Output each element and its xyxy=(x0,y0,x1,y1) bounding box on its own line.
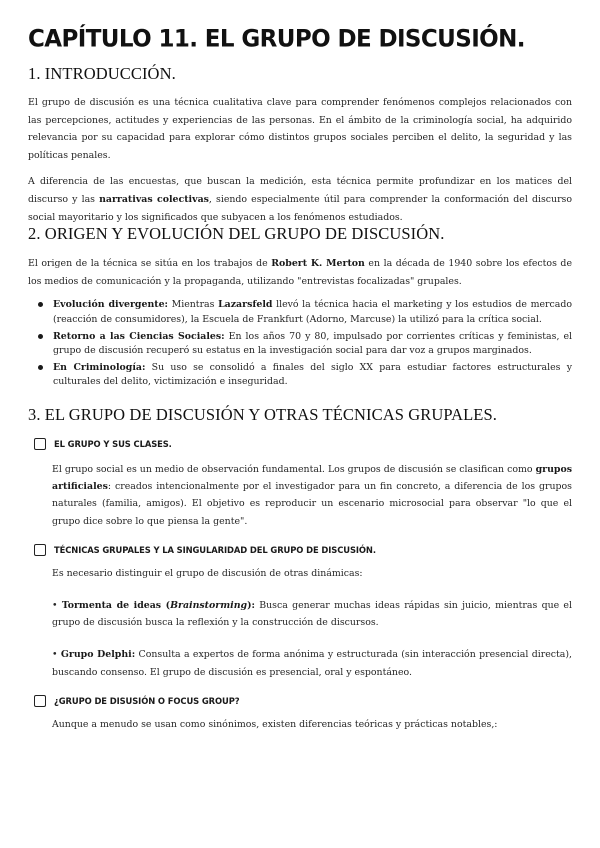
subsection-group-classes xyxy=(28,438,572,450)
intro-paragraph-1: El grupo de discusión es una técnica cualitativa clave para comprender fenómenos complejos relacionados con las percepciones, actitudes y experiencias de las personas. En el ámbito de la criminología social, ha adquirido relevancia por su capacidad para explorar cómo distintos grupos sociales perciben el delito, la seguridad y las políticas penales. xyxy=(28,97,572,161)
technique-brainstorming xyxy=(28,597,572,632)
techniques-intro: Es necesario distinguir el grupo de discusión de otras dinámicas: xyxy=(52,568,363,580)
text-run: llevó la técnica hacia el marketing y los estudios de mercado (reacción de consumidores), la Escuela de Frankfurt (Adorno, Marcuse) la utilizó para la crítica social. xyxy=(53,299,572,325)
bold-term: grupos artificiales xyxy=(52,463,572,492)
text-run: En los años 70 y 80, impulsado por corrientes críticas y feministas, el grupo de discusión recuperó su estatus en la investigación social para dar voz a grupos marginados. xyxy=(53,330,573,356)
intro-paragraph-2 xyxy=(28,173,572,226)
text-run: , siendo especialmente útil para comprender la conformación del discurso social mayoritario y los significados que subyacen a los fenómenos estudiados. xyxy=(28,193,573,223)
text-run: El origen de la técnica se sitúa en los trabajos de xyxy=(28,258,272,270)
bold-term: Robert K. Merton xyxy=(271,258,365,270)
text-run: Su uso se consolidó a finales del siglo XX para estudiar factores estructurales y culturales del delito, victimización e inseguridad. xyxy=(53,362,572,388)
text-run: en la década de 1940 sobre los efectos de los medios de comunicación y la propaganda, utilizando "entrevistas focalizadas" grupales. xyxy=(28,258,572,287)
bullet-label: Retorno a las Ciencias Sociales: xyxy=(53,330,225,342)
italic-term: Brainstorming xyxy=(170,599,248,611)
subsection-group-techniques xyxy=(28,544,572,556)
list-item xyxy=(53,361,572,389)
text-run: Mientras xyxy=(168,299,219,311)
bullet-glyph: • xyxy=(52,648,61,660)
subsection-title: EL GRUPO Y SUS CLASES. xyxy=(54,438,172,449)
bold-term: narrativas colectivas xyxy=(99,193,209,205)
bold-term: Tormenta de ideas ( xyxy=(61,599,171,611)
text-run: A diferencia de las encuestas, que buscan la medición, esta técnica permite profundizar en los matices del discurso y las xyxy=(28,176,572,205)
checkbox-icon[interactable] xyxy=(34,438,46,450)
list-item xyxy=(53,330,572,358)
subsection-title: ¿GRUPO DE DISUSIÓN O FOCUS GROUP? xyxy=(54,696,240,707)
bullet-glyph: • xyxy=(52,599,62,611)
bold-italic-term xyxy=(170,600,247,611)
text-run: : creados intencionalmente por el investigador para un fin concreto, a diferencia de los grupos naturales (familia, amigos). El objetivo es reproducir un escenario microsocial para observar "lo que el grupo dice sobre lo que piensa la gente". xyxy=(52,480,572,527)
subsection-focus-group xyxy=(28,695,572,707)
checkbox-icon[interactable] xyxy=(34,544,46,556)
bold-term: Grupo Delphi: xyxy=(60,648,136,660)
group-classes-paragraph xyxy=(28,461,572,531)
checkbox-icon[interactable] xyxy=(34,695,46,707)
list-item xyxy=(53,298,572,326)
technique-delphi xyxy=(28,646,572,681)
section-heading-introduction: 1. INTRODUCCIÓN. xyxy=(28,64,176,83)
bold-term: Lazarsfeld xyxy=(218,299,273,311)
origin-paragraph xyxy=(28,255,572,290)
bold-term: ): xyxy=(247,599,255,611)
subsection-title: TÉCNICAS GRUPALES Y LA SINGULARIDAD DEL GRUPO DE DISCUSIÓN. xyxy=(54,545,376,556)
focus-group-paragraph: Aunque a menudo se usan como sinónimos, existen diferencias teóricas y prácticas notables,: xyxy=(52,719,498,731)
chapter-title: CAPÍTULO 11. EL GRUPO DE DISCUSIÓN. xyxy=(28,25,525,53)
bullet-label: En Criminología: xyxy=(53,362,146,374)
bullet-label: Evolución divergente: xyxy=(53,299,169,311)
text-run: Busca generar muchas ideas rápidas sin juicio, mientras que el grupo de discusión busca la reflexión y la construcción de discursos. xyxy=(52,599,572,629)
text-run: Consulta a expertos de forma anónima y estructurada (sin interacción presencial directa), buscando consenso. El grupo de discusión es presencial, oral y espontáneo. xyxy=(52,648,573,678)
text-run: El grupo social es un medio de observación fundamental. Los grupos de discusión se clasifican como xyxy=(52,463,536,475)
section-heading-group: 3. EL GRUPO DE DISCUSIÓN Y OTRAS TÉCNICAS GRUPALES. xyxy=(28,404,497,424)
origin-bullet-list xyxy=(28,298,572,389)
section-heading-origin: 2. ORIGEN Y EVOLUCIÓN DEL GRUPO DE DISCUSIÓN. xyxy=(28,224,445,244)
